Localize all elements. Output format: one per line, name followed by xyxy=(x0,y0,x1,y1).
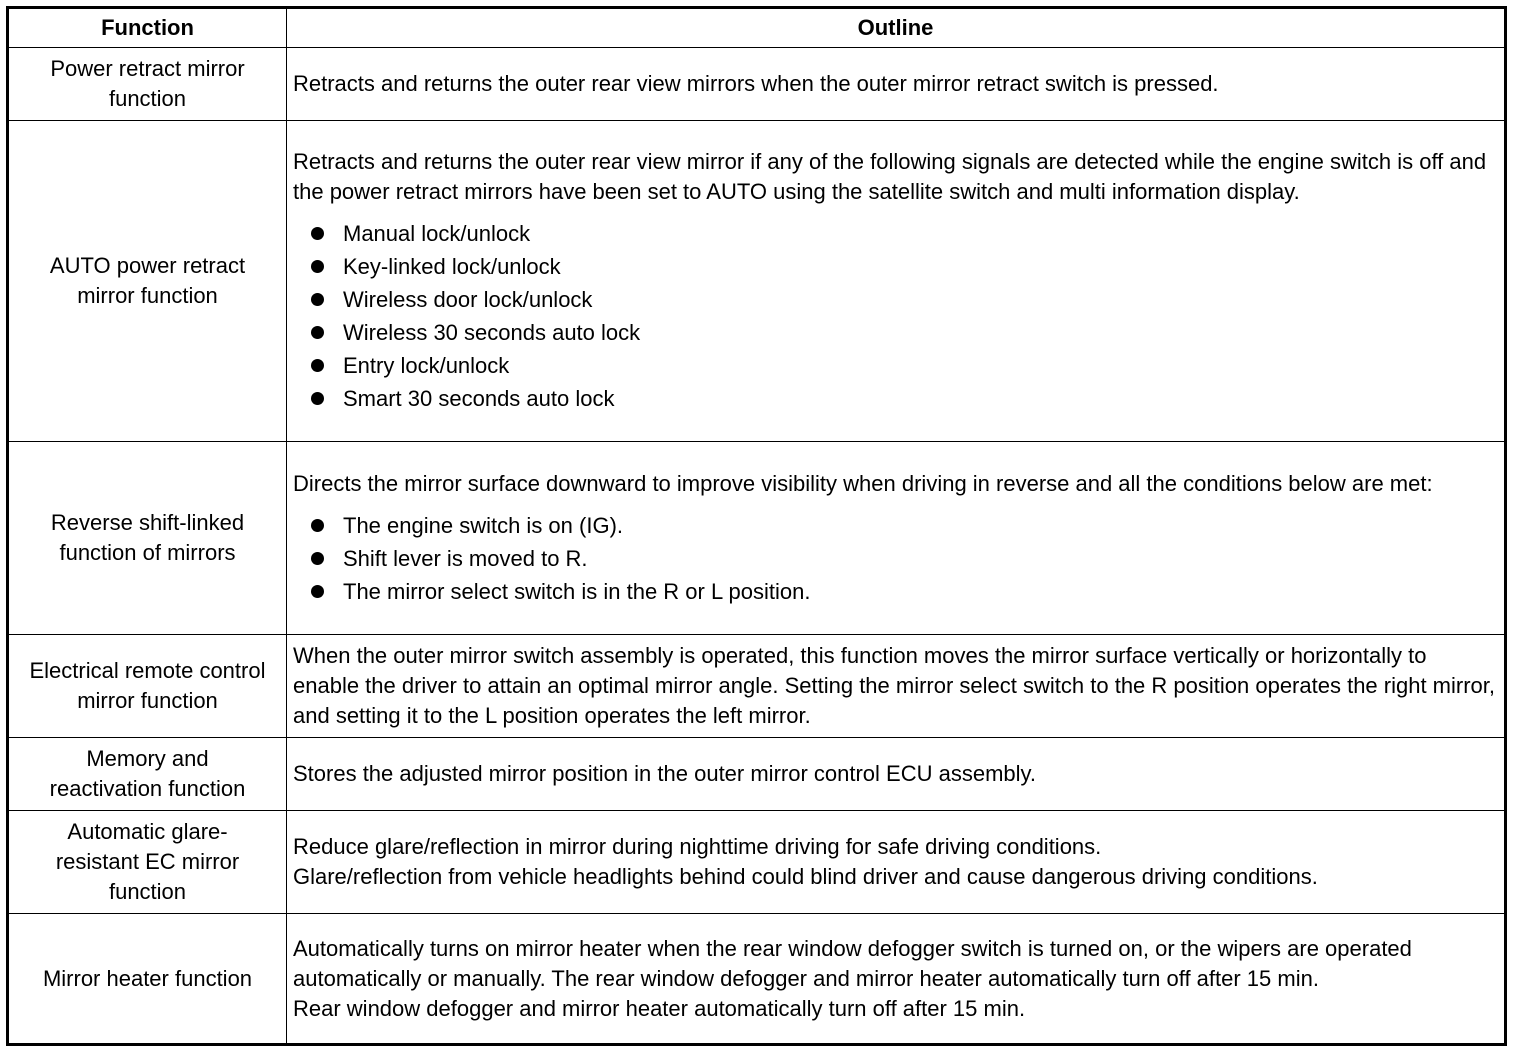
outline-text: Reduce glare/reflection in mirror during nighttime driving for safe driving conditions. xyxy=(293,834,1102,859)
outline-text: Retracts and returns the outer rear view mirror if any of the following signals are detected while the engine switch is off and the power retract mirrors have been set to AUTO using the satellite switch and multi information display. xyxy=(293,149,1487,204)
function-cell xyxy=(8,635,287,738)
list-item xyxy=(293,349,1498,382)
function-cell xyxy=(8,48,287,121)
outline-cell xyxy=(287,442,1506,635)
function-cell xyxy=(8,121,287,442)
outline-cell xyxy=(287,811,1506,914)
outline-text: Rear window defogger and mirror heater automatically turn off after 15 min. xyxy=(293,995,1026,1021)
function-cell xyxy=(8,738,287,811)
outline-cell xyxy=(287,48,1506,121)
table-row xyxy=(8,121,1506,442)
table-row xyxy=(8,48,1506,121)
outline-text: Glare/reflection from vehicle headlights behind could blind driver and cause dangerous driving conditions. xyxy=(293,864,1318,889)
list-item xyxy=(293,283,1498,316)
function-name: Electrical remote control mirror function xyxy=(29,658,266,713)
list-item xyxy=(293,316,1498,349)
outline-text: Automatically turns on mirror heater when the rear window defogger switch is turned on, or the wipers are operated automatically or manually. The rear window defogger and mirror heater automatically turn off after 15 min. xyxy=(293,935,1412,991)
list-item xyxy=(293,575,1498,608)
list-item-text: Smart 30 seconds auto lock xyxy=(343,386,615,411)
outline-text: Stores the adjusted mirror position in the outer mirror control ECU assembly. xyxy=(293,761,1036,786)
bullet-icon xyxy=(311,227,324,240)
list-item xyxy=(293,509,1498,542)
bullet-icon xyxy=(311,519,324,532)
function-column-header: Function xyxy=(8,8,287,48)
list-item-text: Entry lock/unlock xyxy=(343,353,510,378)
list-item-text: Wireless door lock/unlock xyxy=(343,287,593,312)
function-cell xyxy=(8,914,287,1045)
function-cell xyxy=(8,811,287,914)
function-name: AUTO power retract mirror function xyxy=(49,253,246,308)
outline-text: Directs the mirror surface downward to improve visibility when driving in reverse and all the conditions below are met: xyxy=(293,470,1433,496)
list-item xyxy=(293,217,1498,250)
table-row xyxy=(8,442,1506,635)
function-name: Automatic glare-resistant EC mirror function xyxy=(55,819,240,904)
table-row xyxy=(8,914,1506,1045)
list-item xyxy=(293,382,1498,415)
list-item xyxy=(293,542,1498,575)
outline-text: When the outer mirror switch assembly is operated, this function moves the mirror surface vertically or horizontally to enable the driver to attain an optimal mirror angle. Setting the mirror select switch to the R position operates the right mirror, and setting it to the L position operates the left mirror. xyxy=(293,643,1496,728)
bullet-icon xyxy=(311,293,324,306)
outline-cell xyxy=(287,635,1506,738)
bullet-icon xyxy=(311,552,324,565)
list-item-text: Shift lever is moved to R. xyxy=(343,545,588,571)
list-item-text: Wireless 30 seconds auto lock xyxy=(343,320,641,345)
function-name: Mirror heater function xyxy=(42,965,253,991)
outline-column-header: Outline xyxy=(287,8,1506,48)
table-row xyxy=(8,811,1506,914)
table-row xyxy=(8,635,1506,738)
outline-text: Retracts and returns the outer rear view mirrors when the outer mirror retract switch is pressed. xyxy=(293,71,1219,96)
outline-cell xyxy=(287,121,1506,442)
bullet-icon xyxy=(311,585,324,598)
table-row xyxy=(8,738,1506,811)
condition-list xyxy=(293,217,1498,415)
function-name: Power retract mirror function xyxy=(50,56,245,111)
bullet-icon xyxy=(311,326,324,339)
bullet-icon xyxy=(311,260,324,273)
list-item-text: The mirror select switch is in the R or L position. xyxy=(343,578,811,604)
function-name: Memory and reactivation function xyxy=(49,746,246,801)
function-cell xyxy=(8,442,287,635)
header-row xyxy=(8,8,1506,48)
function-name: Reverse shift-linked function of mirrors xyxy=(50,510,245,565)
bullet-icon xyxy=(311,392,324,405)
outline-cell xyxy=(287,914,1506,1045)
bullet-icon xyxy=(311,359,324,372)
list-item xyxy=(293,250,1498,283)
list-item-text: Key-linked lock/unlock xyxy=(343,254,561,279)
outline-cell xyxy=(287,738,1506,811)
mirror-functions-table xyxy=(6,6,1507,1046)
list-item-text: Manual lock/unlock xyxy=(343,221,531,246)
list-item-text: The engine switch is on (IG). xyxy=(343,512,624,538)
condition-list xyxy=(293,509,1498,608)
